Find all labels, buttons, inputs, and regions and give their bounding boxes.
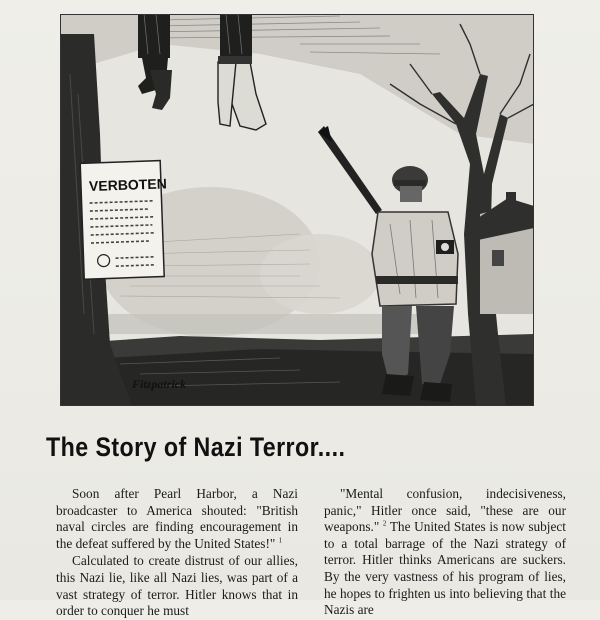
footnote-ref: 1: [278, 536, 283, 545]
paragraph-text: "Mental confusion, indecisiveness, panic," Hitler once said, "these are our weapons.": [324, 486, 566, 535]
page-title: The Story of Nazi Terror....: [46, 432, 346, 462]
propaganda-illustration: [60, 14, 534, 406]
paragraph-text: The United States is now subject to a total barrage of the Nazi strategy of terror. Hitler thinks Americans are suckers. By the very vastness of his program of lies, he hopes to frighten us into believing that the Nazis are: [324, 519, 566, 618]
paragraph-text: Calculated to create distrust of our allies, this Nazi lie, like all Nazi lies, was part of a vast strategy of terror. Hitler knows that in order to conquer he must: [56, 553, 298, 619]
paragraph: [56, 553, 298, 619]
sign-title: VERBOTEN: [88, 175, 168, 195]
paragraph: [324, 486, 566, 619]
paragraph-text: Soon after Pearl Harbor, a Nazi broadcaster to America shouted: "British naval circles are finding encouragement in the defeat suffered by the United States!": [56, 486, 298, 551]
paragraph: [56, 486, 298, 552]
footnote-ref: 2: [382, 519, 387, 528]
artist-signature: Fitzpatrick: [132, 377, 187, 391]
